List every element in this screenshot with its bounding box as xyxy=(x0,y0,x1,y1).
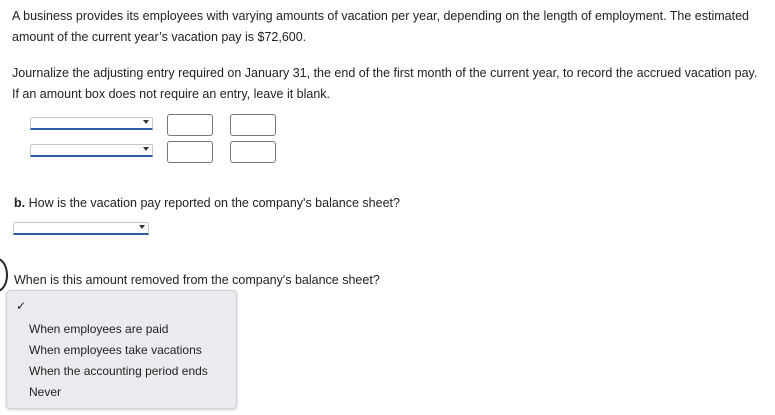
part-b-question-text: How is the vacation pay reported on the company's balance sheet? xyxy=(28,196,400,210)
journal-row-1-account-select[interactable] xyxy=(30,117,153,130)
chevron-down-icon xyxy=(143,120,149,124)
part-b-question xyxy=(14,193,400,214)
chevron-down-icon xyxy=(139,225,145,229)
dropdown-option[interactable]: When the accounting period ends xyxy=(29,364,208,378)
journal-row-2-credit-input[interactable] xyxy=(230,141,276,163)
journal-row-1-credit-input[interactable] xyxy=(230,114,276,136)
journal-instructions: Journalize the adjusting entry required on January 31, the end of the first month of the current year, to record the accrued vacation pay. If an amount box does not require an entry, leave it blank. xyxy=(12,66,758,101)
problem-intro: A business provides its employees with varying amounts of vacation per year, depending on the length of employment. The estimated amount of the current year’s vacation pay is $72,600. xyxy=(12,9,749,44)
question-marker xyxy=(0,258,8,292)
dropdown-option[interactable]: When employees are paid xyxy=(29,322,169,336)
check-icon: ✓ xyxy=(16,299,27,313)
removal-timing-dropdown-menu[interactable] xyxy=(6,290,237,409)
part-c-question: When is this amount removed from the company's balance sheet? xyxy=(14,273,380,287)
part-b-balance-sheet-select[interactable] xyxy=(13,222,149,235)
dropdown-option[interactable]: When employees take vacations xyxy=(29,343,202,357)
part-b-label: b. xyxy=(14,196,26,210)
dropdown-option[interactable]: Never xyxy=(29,385,62,399)
journal-row-1-debit-input[interactable] xyxy=(167,114,213,136)
journal-row-2-debit-input[interactable] xyxy=(167,141,213,163)
chevron-down-icon xyxy=(143,147,149,151)
journal-row-2-account-select[interactable] xyxy=(30,144,153,157)
